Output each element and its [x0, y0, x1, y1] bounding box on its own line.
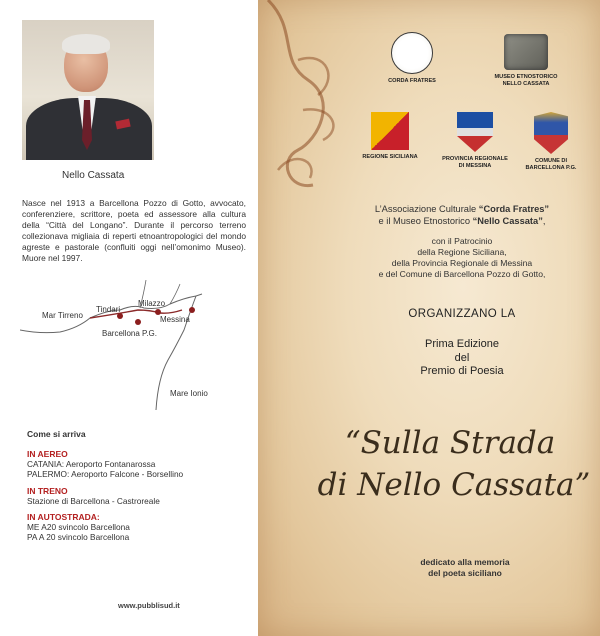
intro-text: L’Associazione Culturale “Corda Fratres” e il Museo Etnostorico “Nello Cassata”, — [374, 204, 550, 226]
biography-text: Nasce nel 1913 a Barcellona Pozzo di Gotto, avvocato, conferenziere, scrittore, poeta ed assessore alla cultura della “Città del Longano”. Durante il percorso terreno collezionava migliaia di reperti etnoantropologici del mondo agreste e pastorale (confluiti oggi nell’omonimo Museo). Muore nel 1997. — [22, 198, 246, 263]
travel-air: IN AEREO CATANIA: Aeroporto Fontanarossa PALERMO: Aeroporto Falcone - Borsellino — [27, 449, 184, 480]
provincia-shield-icon — [457, 112, 493, 152]
corda-fratres-emblem-icon — [391, 32, 433, 74]
logo-corda-fratres: CORDA FRATRES — [381, 32, 443, 85]
portrait-caption: Nello Cassata — [62, 170, 125, 181]
area-map — [20, 280, 248, 410]
map-label-milazzo: Milazzo — [138, 299, 166, 308]
map-label-mar-ionio: Mare Ionio — [170, 389, 208, 398]
map-label-barcellona: Barcellona P.G. — [102, 329, 157, 338]
footer-url[interactable]: www.pubblisud.it — [118, 601, 180, 610]
travel-train: IN TRENO Stazione di Barcellona - Castroreale — [27, 485, 160, 506]
logo-regione-siciliana: REGIONE SICILIANA — [360, 112, 420, 161]
patronage-text: con il Patrocinio della Regione Siciliana, della Provincia Regionale di Messina e del Comune di Barcellona Pozzo di Gotto, — [378, 236, 546, 279]
map-dot-barcellona — [135, 319, 141, 325]
logo-museo: MUSEO ETNOSTORICO NELLO CASSATA — [493, 34, 559, 87]
comune-crest-icon — [534, 112, 568, 154]
map-label-mar-tirreno: Mar Tirreno — [42, 311, 83, 320]
travel-info — [27, 449, 247, 549]
museo-emblem-icon — [504, 34, 548, 70]
organizers-heading: ORGANIZZANO LA — [408, 308, 516, 320]
dedication-text: dedicato alla memoria del poeta siciliano — [420, 557, 510, 578]
portrait-photo — [22, 20, 154, 160]
edition-text: Prima Edizione del Premio di Poesia — [420, 338, 504, 377]
logo-provincia-messina: PROVINCIA REGIONALE DI MESSINA — [440, 112, 510, 169]
event-title: “Sulla Strada di Nello Cassata” — [317, 425, 591, 503]
travel-heading: Come si arriva — [27, 429, 86, 439]
map-dot-messina — [189, 307, 195, 313]
left-panel — [0, 0, 256, 636]
map-label-tindari: Tindari — [96, 305, 121, 314]
travel-highway: IN AUTOSTRADA: ME A20 svincolo Barcellona PA A 20 svincolo Barcellona — [27, 512, 130, 543]
trinacria-emblem-icon — [371, 112, 409, 150]
logo-comune-barcellona: COMUNE DI BARCELLONA P.G. — [522, 112, 580, 171]
map-label-messina: Messina — [160, 315, 190, 324]
